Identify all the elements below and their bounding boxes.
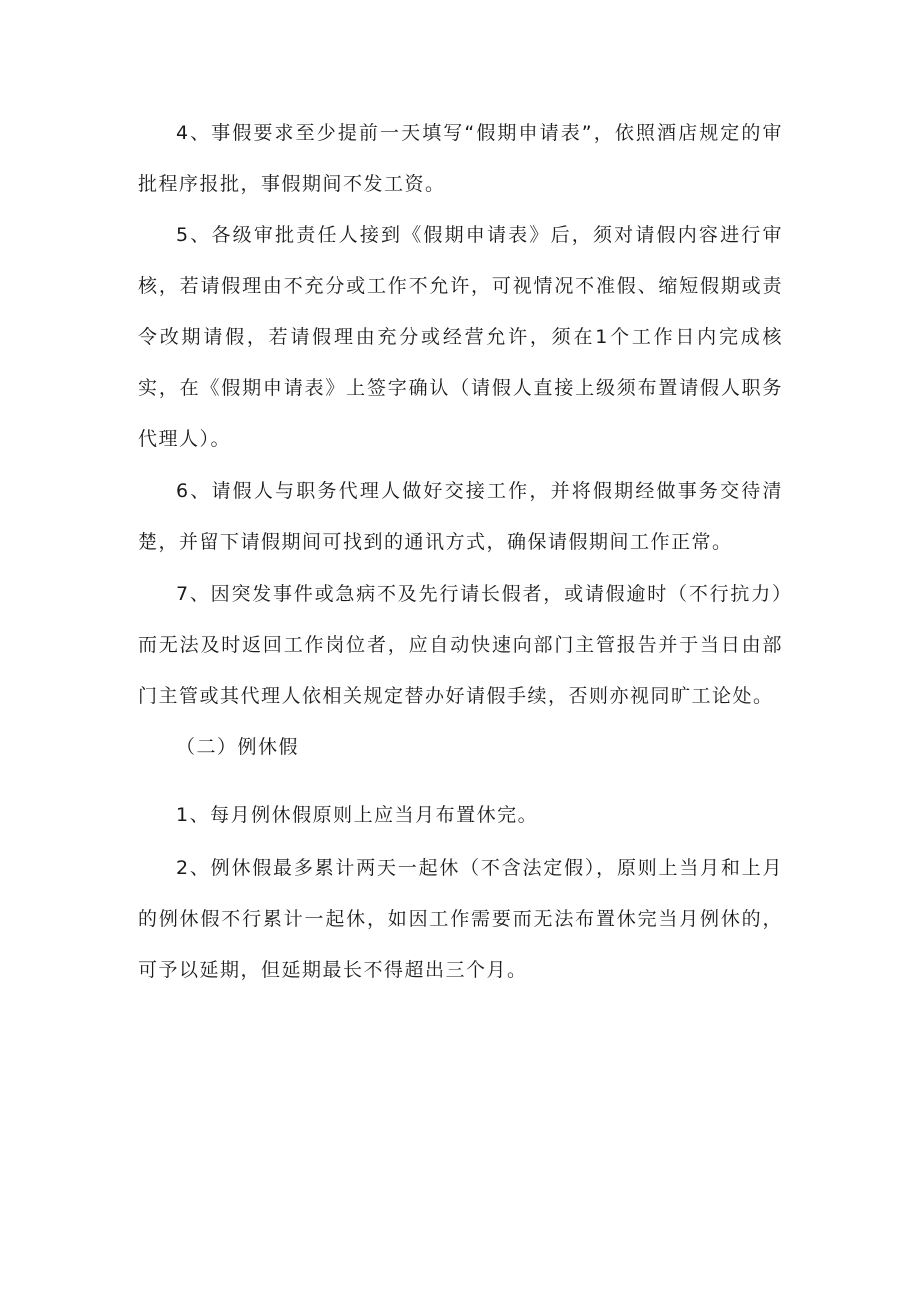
paragraph-item-5: 5、各级审批责任人接到《假期申请表》后，须对请假内容进行审核，若请假理由不充分或工作不允许，可视情况不准假、缩短假期或责令改期请假，若请假理由充分或经营允许，须在1个工作日内完成核实，在《假期申请表》上签字确认（请假人直接上级须布置请假人职务代理人）。 bbox=[138, 224, 783, 450]
paragraph-item-6: 6、请假人与职务代理人做好交接工作，并将假期经做事务交待清楚，并留下请假期间可找到的通讯方式，确保请假期间工作正常。 bbox=[138, 480, 783, 553]
paragraph-item-4: 4、事假要求至少提前一天填写“假期申请表”，依照酒店规定的审批程序报批，事假期间不发工资。 bbox=[138, 122, 783, 195]
paragraph-rest-2: 2、例休假最多累计两天一起休（不含法定假），原则上当月和上月的例休假不行累计一起休，如因工作需要而无法布置休完当月例休的，可予以延期，但延期最长不得超出三个月。 bbox=[138, 857, 783, 981]
paragraph-item-7: 7、因突发事件或急病不及先行请长假者，或请假逾时（不行抗力）而无法及时返回工作岗位者，应自动快速向部门主管报告并于当日由部门主管或其代理人依相关规定替办好请假手续，否则亦视同旷工论处。 bbox=[138, 583, 783, 707]
section-heading: （二）例休假 bbox=[176, 736, 300, 758]
paragraph-rest-1: 1、每月例休假原则上应当月布置休完。 bbox=[176, 804, 539, 826]
